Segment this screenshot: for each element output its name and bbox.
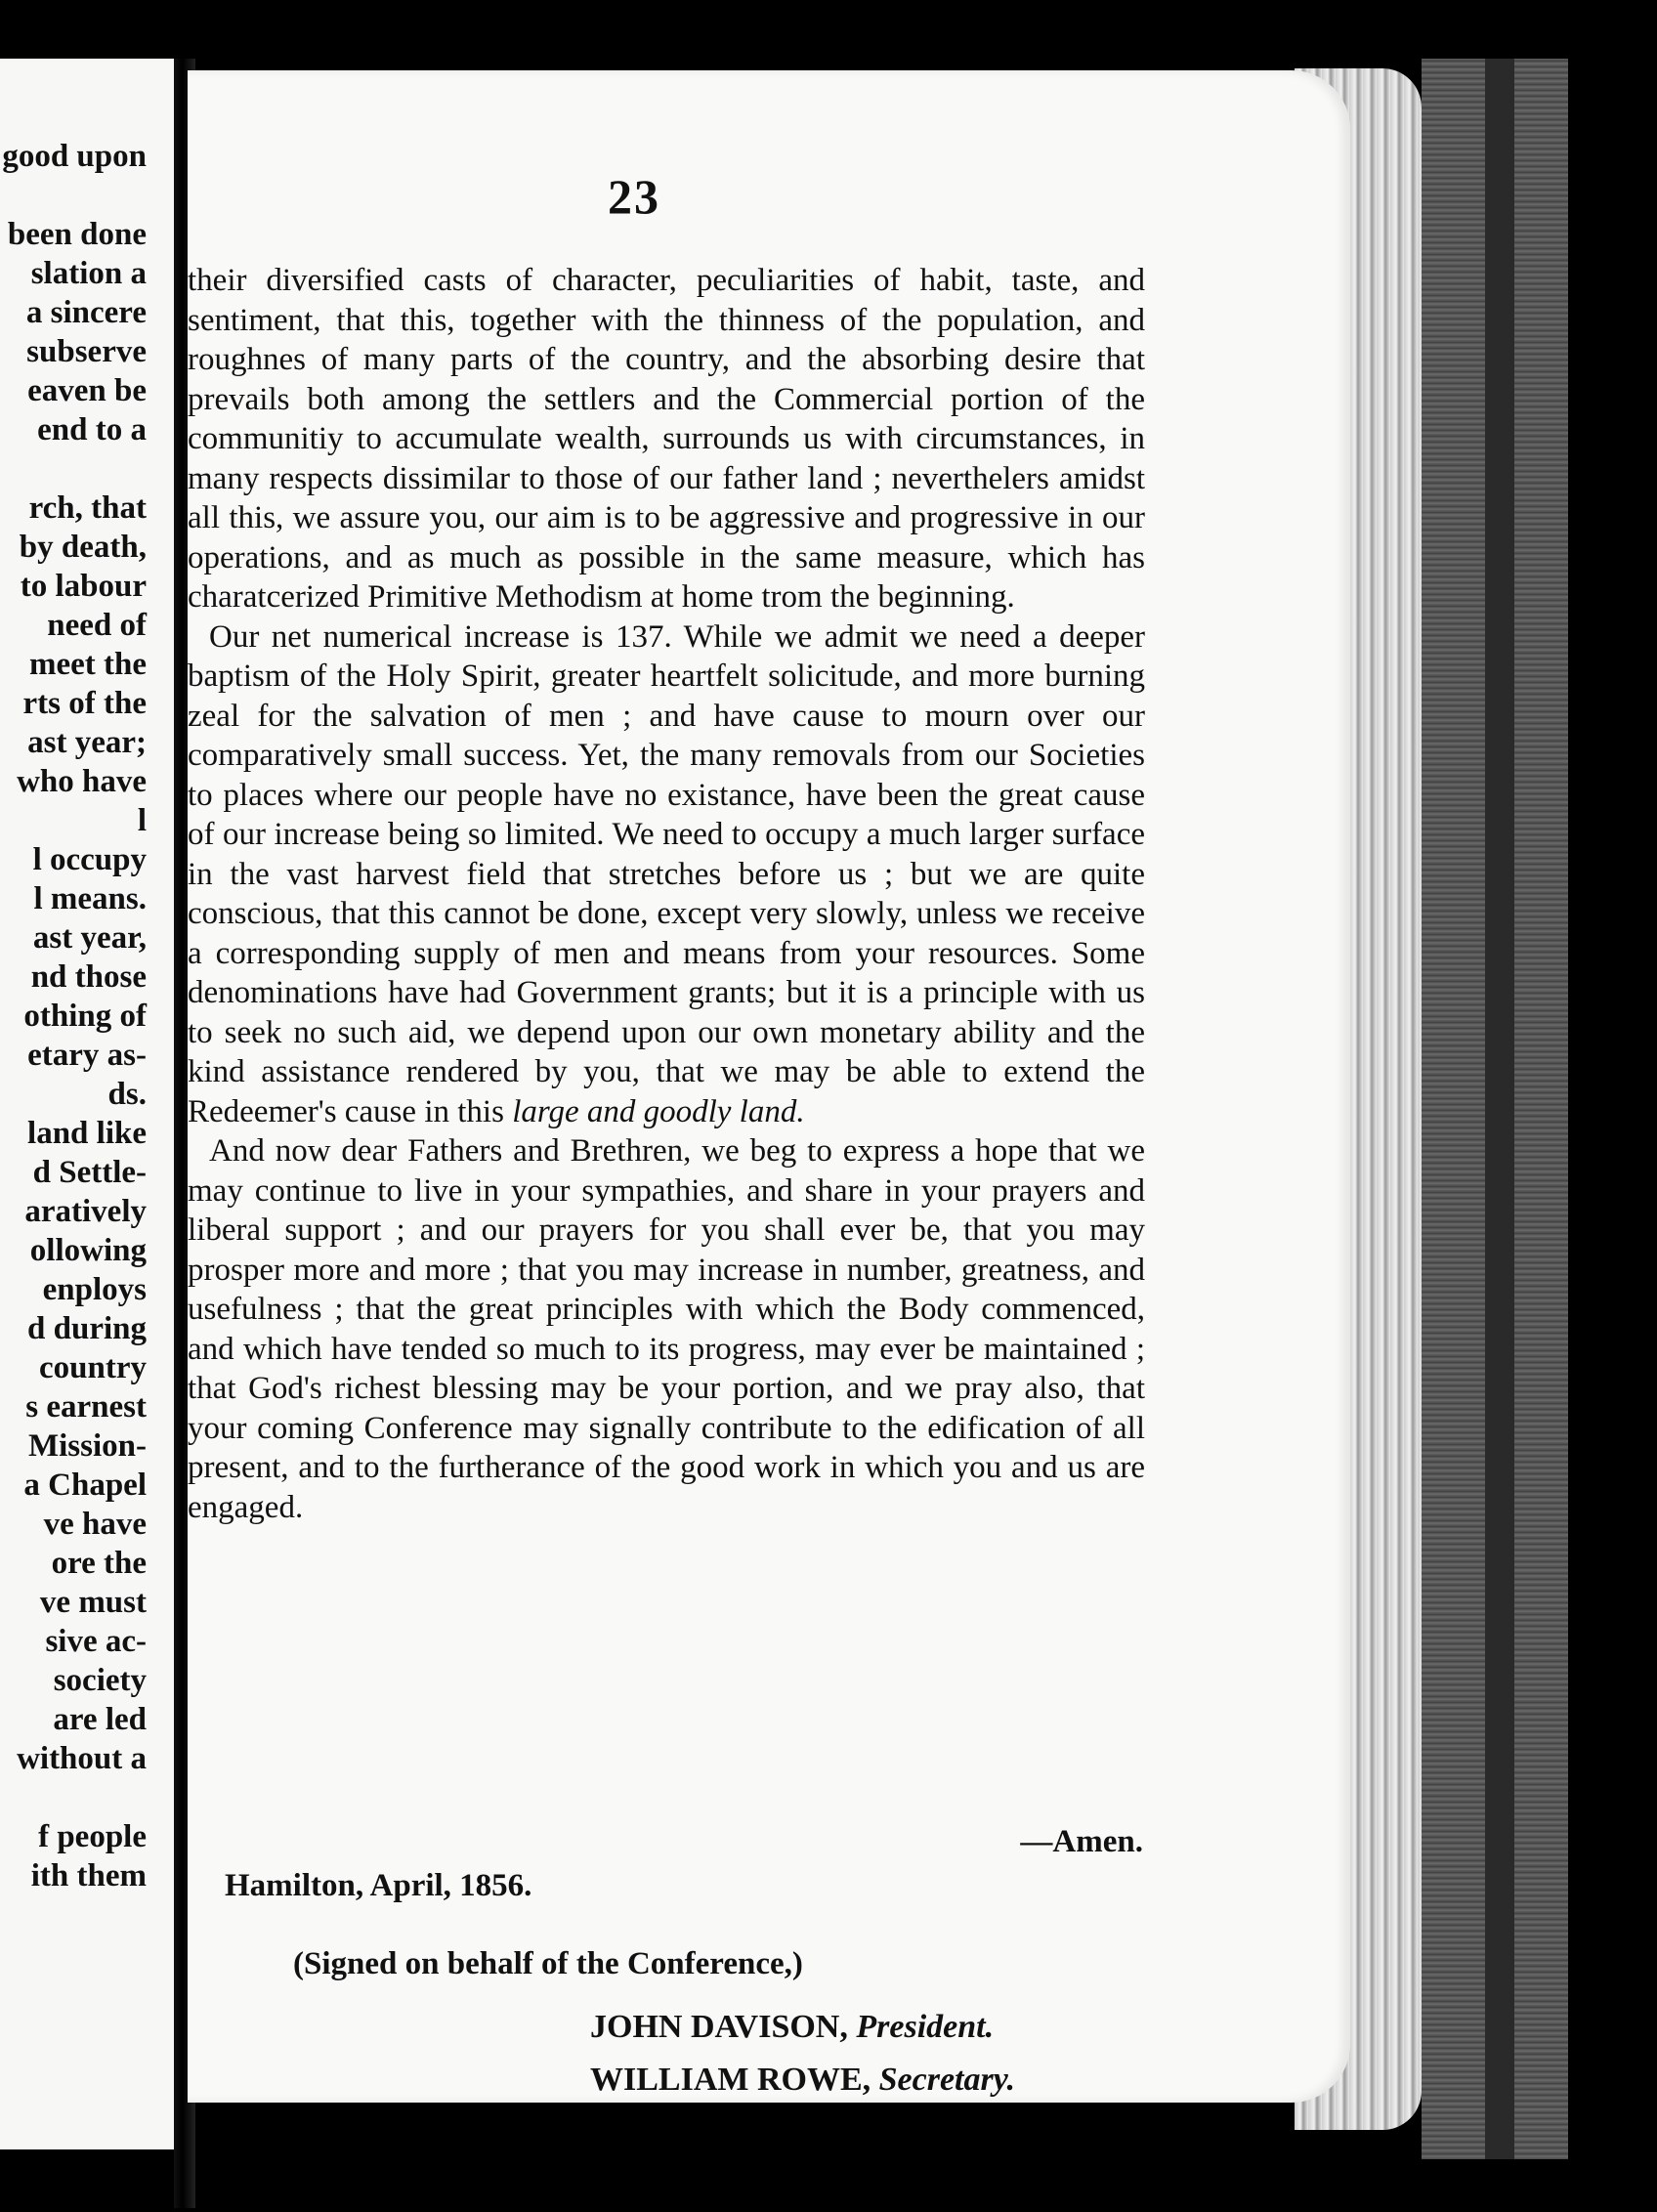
amen: —Amen. [1020,1824,1143,1859]
left-page-line: sive ac- [45,1624,147,1659]
left-page-line: ve must [39,1585,147,1620]
body-text [188,261,1145,1527]
left-page-line: end to a [37,412,147,447]
left-page-line: f people [38,1819,147,1854]
left-page-line: subserve [26,334,147,369]
left-facing-page [0,59,174,2149]
signatory-title: Secretary. [878,2062,1016,2098]
paragraph-2 [188,617,1145,1132]
paragraph-3: And now dear Fathers and Brethren, we beg to express a hope that we may continue to live in your sympathies, and share in your prayers and liberal support ; and our prayers for you shall ever be, that you may prosper more and more ; that you may increase in number, greatness, and usefulness ; that the great principles with which the Body commenced, and which have tended so much to its progress, may ever be maintained ; that God's richest blessing may be your portion, and we pray also, that your coming Conference may signally contribute to the edification of all present, and to the furtherance of the good work in which you and us are engaged. [188,1133,1145,1525]
left-page-line: a Chapel [23,1468,147,1503]
left-page-line: rts of the [22,686,147,721]
signatory-title: President. [856,2009,995,2045]
left-page-line: ve have [43,1507,147,1542]
italic-phrase: large and goodly land. [512,1093,805,1129]
left-page-line: etary as- [27,1038,147,1073]
cover-edge [1485,59,1514,2159]
left-page-line: without a [17,1741,147,1776]
left-page-line: l occupy [32,842,147,877]
page-number: 23 [608,169,660,224]
left-page-text [0,59,147,1895]
signatory-president [590,2009,994,2046]
left-page-line: been done [7,217,147,252]
left-page-line: ast year, [32,920,147,956]
paragraph-1: their diversified casts of character, peculiarities of habit, taste, and sentiment, that this, together with the thinness of the population, and roughnes of many parts of the country, and the absorbing desire that prevails both among the settlers and the Commercial portion of the communitiy to accumulate wealth, surrounds us with circumstances, in many respects dissimilar to those of our father land ; neverthelers amidst all this, we assure you, our aim is to be aggressive and progressive in our operations, and as much as possible in the same measure, which has charatcerized Primitive Methodism at home trom the beginning. [188,263,1145,615]
signed-note: (Signed on behalf of the Conference,) [293,1946,803,1981]
left-page-line: s earnest [25,1389,147,1425]
left-page-line: d Settle- [32,1155,147,1190]
left-page-line: othing of [23,999,147,1034]
left-page-line: land like [27,1116,147,1151]
left-page-line: society [53,1663,147,1698]
left-page-line: ith them [30,1858,147,1893]
left-page-line: ast year; [27,725,147,760]
left-page-line: slation a [30,256,147,291]
left-page-line: eaven be [27,373,147,408]
left-page-line: a sincere [25,295,147,330]
main-page [188,70,1350,2103]
place-date: Hamilton, April, 1856. [225,1868,532,1903]
left-page-line: are led [53,1702,147,1737]
left-page-line: to labour [20,569,147,604]
left-page-line: ollowing [29,1233,147,1268]
left-page-line: by death, [19,530,147,565]
left-page-line: need of [47,608,147,643]
left-page-line [0,98,147,137]
left-page-line: ds. [107,1077,147,1112]
signatory-name: JOHN DAVISON, [590,2009,848,2045]
left-page-line: who have [17,764,147,799]
left-page-line: country [39,1350,147,1385]
left-page-line: enploys [42,1272,147,1307]
left-page-line [0,176,147,215]
left-page-line: nd those [30,959,147,995]
left-page-line: meet the [28,647,147,682]
signatory-name: WILLIAM ROWE, [590,2062,871,2098]
paragraph-2-text: Our net numerical increase is 137. While we admit we need a deeper baptism of the Holy Spirit, greater heartfelt solicitude, and more burning zeal for the salvation of men ; and have cause to mourn over our comparatively small success. Yet, the many removals from our Societies to places where our people have no existance, have been the great cause of our increase being so limited. We need to occupy a much larger surface in the vast harvest field that stretches before us ; but we are quite conscious, that this cannot be done, except very slowly, unless we receive a corresponding supply of men and means from your resources. Some denominations have had Government grants; but it is a principle with us to seek no such aid, we depend upon our own monetary ability and the kind assistance rendered by you, that we may be able to extend the Redeemer's cause in this [188,618,1145,1129]
left-page-line: aratively [24,1194,147,1229]
signatory-secretary [590,2062,1015,2099]
left-page-line: l means. [33,881,147,916]
left-page-line [0,59,147,98]
left-page-line: l [137,803,147,838]
left-page-line: Mission- [27,1428,147,1464]
left-page-line [0,1778,147,1817]
left-page-line: d during [27,1311,147,1346]
left-page-line: good upon [2,139,147,174]
left-page-line: rch, that [28,490,147,526]
left-page-line: ore the [51,1546,147,1581]
left-page-line [0,449,147,489]
